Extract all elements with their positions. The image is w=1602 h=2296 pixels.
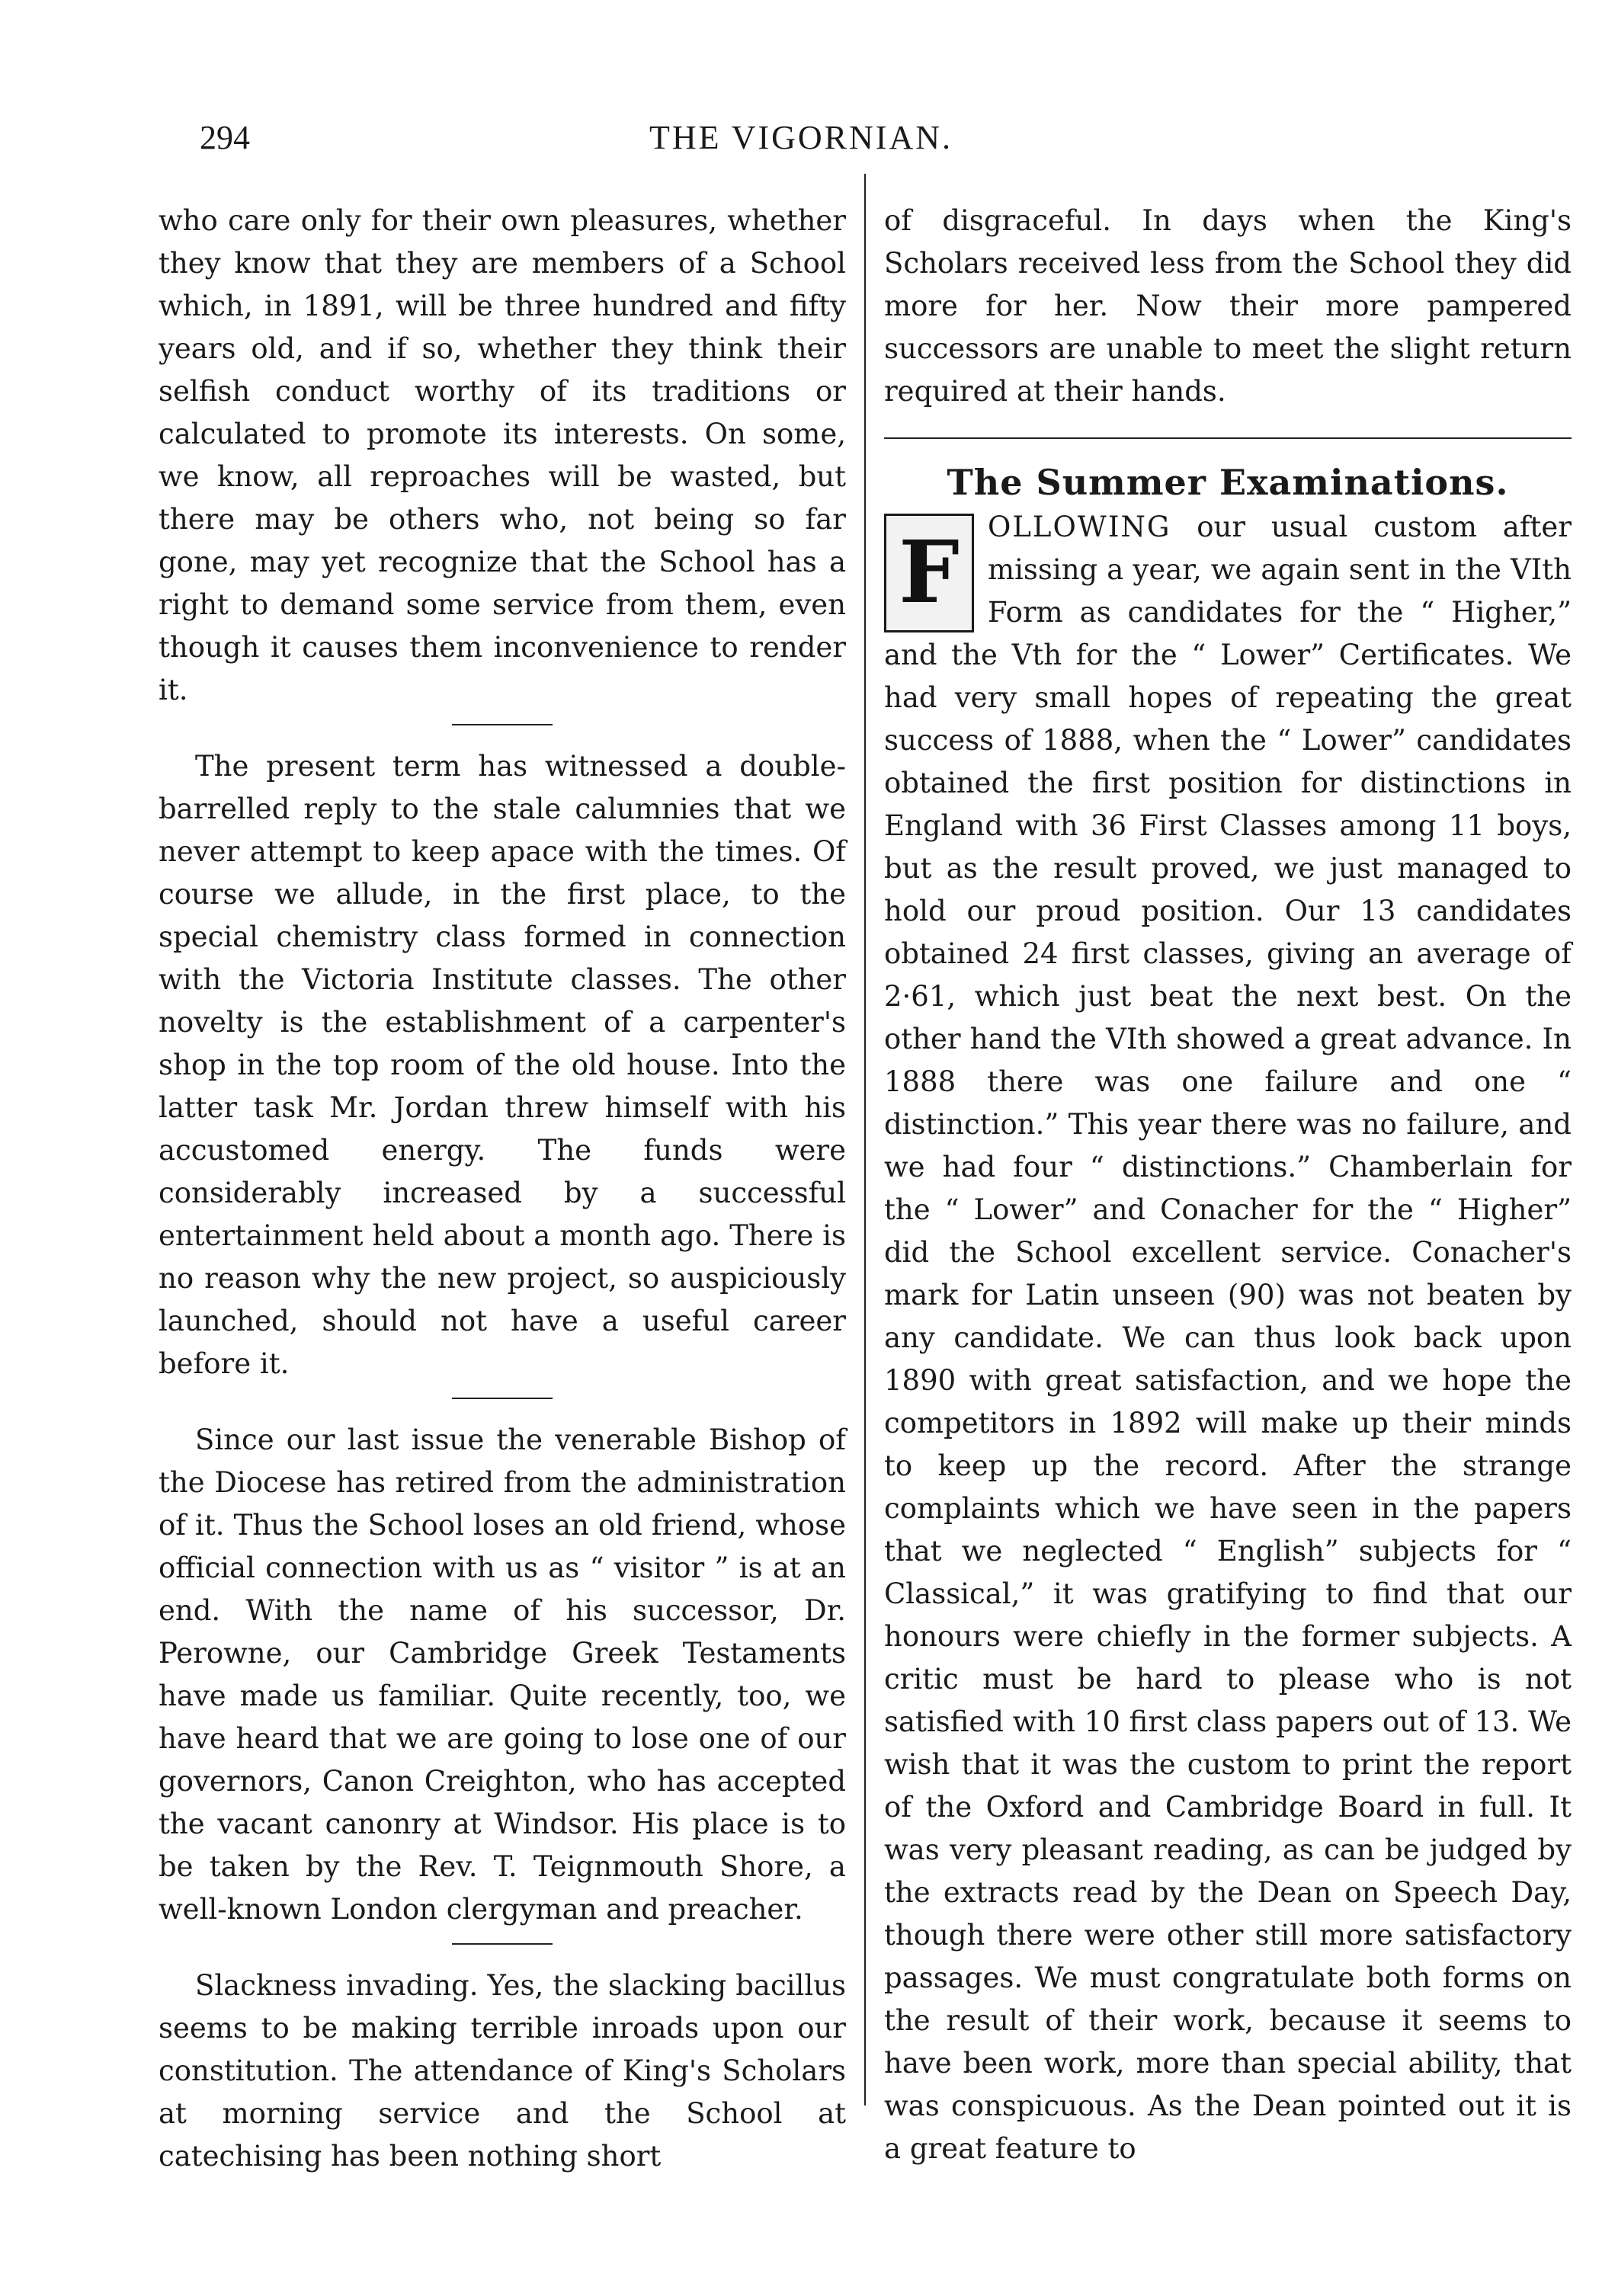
section-separator xyxy=(452,1943,553,1945)
paragraph-summer-examinations xyxy=(884,506,1572,2170)
section-separator xyxy=(452,724,553,725)
page-number: 294 xyxy=(200,119,250,156)
section-separator xyxy=(452,1398,553,1399)
right-column xyxy=(884,200,1572,2170)
running-title: THE VIGORNIAN. xyxy=(649,119,953,156)
paragraph-text: our usual custom after missing a year, we again sent in the VIth Form as candidates for the “ Higher,” and the Vth for the “ Lower” Certificates. We had very small hopes of repeating the great success of 1888, when the “ Lower” candidates obtained the first position for distinctions in England with 36 First Classes among 11 boys, but as the result proved, we just managed to hold our proud position. Our 13 candidates obtained 24 first classes, giving an average of 2·61, which just beat the next best. On the other hand the VIth showed a great advance. In 1888 there was one failure and one “ distinction.” This year there was no failure, and we had four “ distinctions.” Chamberlain for the “ Lower” and Conacher for the “ Higher” did the School excellent service. Conacher's mark for Latin unseen (90) was not beaten by any candidate. We can thus look back upon 1890 with great satisfaction, and we hope the competitors in 1892 will make up their minds to keep up the record. After the strange complaints which we have seen in the papers that we neglected “ English” subjects for “ Classical,” it was gratifying to find that our honours were chiefly in the former subjects. A critic must be hard to please who is not satisfied with 10 first class papers out of 13. We wish that it was the custom to print the report of the Oxford and Cambridge Board in full. It was very pleasant reading, as can be judged by the extracts read by the Dean on Speech Day, though there were other still more satisfactory passages. We must congratulate both forms on the result of their work, because it seems to have been work, more than special ability, that was conspicuous. As the Dean pointed out it is a great feature to xyxy=(884,511,1572,2165)
paragraph-disgraceful: of disgraceful. In days when the King's Scholars received less from the School they did more for her. Now their more pampered successors are unable to meet the slight return required at their hands. xyxy=(884,204,1572,408)
column-divider xyxy=(864,174,866,2105)
article-body xyxy=(884,506,1572,2170)
left-column xyxy=(159,200,846,2178)
lead-word: OLLOWING xyxy=(988,511,1171,543)
dropcap-letter: F xyxy=(884,514,974,632)
page-header xyxy=(0,118,1602,164)
section-heading: The Summer Examinations. xyxy=(947,462,1509,503)
paragraph-carpenters-shop: The present term has witnessed a double-barrelled reply to the stale calumnies that we never attempt to keep apace with the times. Of course we allude, in the first place, to the special chemistry class formed in connection with the Victoria Institute classes. The other novelty is the establishment of a carpenter's shop in the top room of the old house. Into the latter task Mr. Jordan threw himself with his accustomed energy. The funds were considerably increased by a successful entertainment held about a month ago. There is no reason why the new project, so auspiciously launched, should not have a useful career before it. xyxy=(159,750,846,1380)
paragraph-continuation: who care only for their own pleasures, whether they know that they are members of a School which, in 1891, will be three hundred and fifty years old, and if so, whether they think their selfish conduct worthy of its traditions or calculated to promote its interests. On some, we know, all reproaches will be wasted, but there may be others who, not being so far gone, may yet recognize that the School has a right to demand some service from them, even though it causes them inconvenience to render it. xyxy=(159,204,846,706)
section-rule xyxy=(884,437,1572,439)
paragraph-slackness: Slackness invading. Yes, the slacking bacillus seems to be making terrible inroads upon our constitution. The attendance of King's Scholars at morning service and the School at catechising has been nothing short xyxy=(159,1969,846,2173)
paragraph-bishop: Since our last issue the venerable Bishop of the Diocese has retired from the administration of it. Thus the School loses an old friend, whose official connection with us as “ visitor ” is at an end. With the name of his successor, Dr. Perowne, our Cambridge Greek Testaments have made us familiar. Quite recently, too, we have heard that we are going to lose one of our governors, Canon Creighton, who has accepted the vacant canonry at Windsor. His place is to be taken by the Rev. T. Teignmouth Shore, a well-known London clergyman and preacher. xyxy=(159,1423,846,1926)
